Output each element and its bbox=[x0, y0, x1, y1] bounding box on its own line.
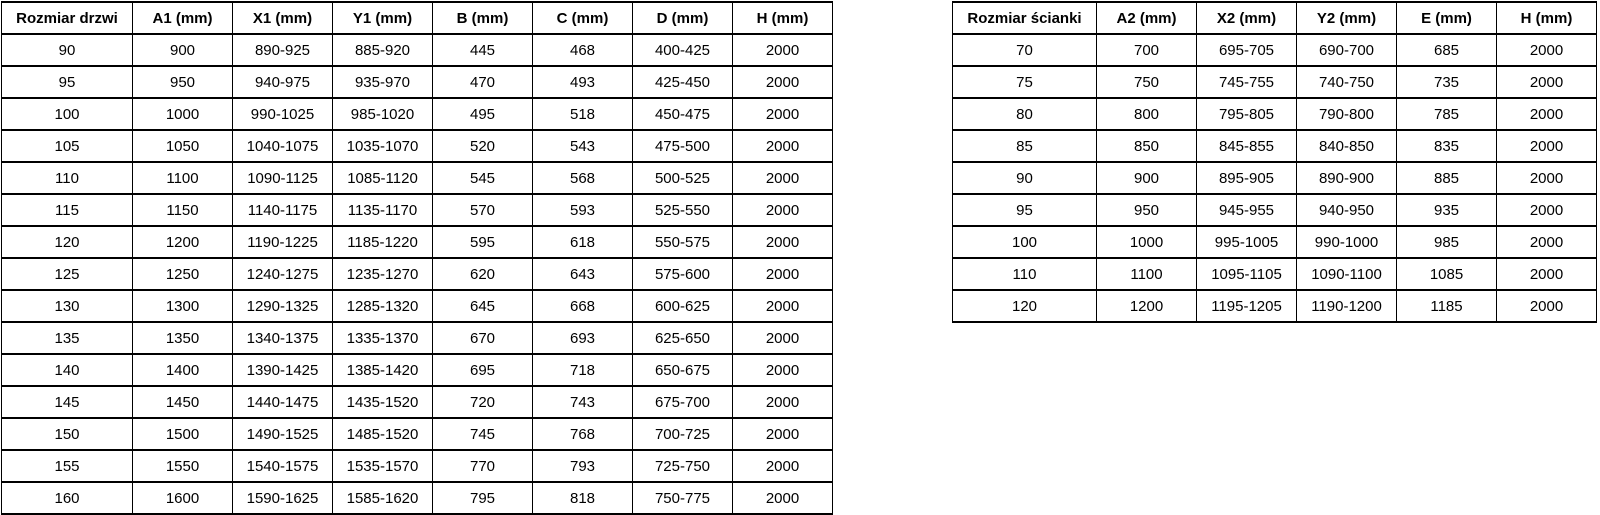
table-cell: 1100 bbox=[133, 162, 233, 194]
table-cell: 2000 bbox=[733, 290, 833, 322]
table-cell: 2000 bbox=[1497, 66, 1597, 98]
table-cell: 890-900 bbox=[1297, 162, 1397, 194]
table-cell: 795-805 bbox=[1197, 98, 1297, 130]
table-cell: 725-750 bbox=[633, 450, 733, 482]
table-cell: 595 bbox=[433, 226, 533, 258]
table-cell: 1500 bbox=[133, 418, 233, 450]
table-cell: 985-1020 bbox=[333, 98, 433, 130]
table-cell: 545 bbox=[433, 162, 533, 194]
table-cell: 900 bbox=[1097, 162, 1197, 194]
table-cell: 1340-1375 bbox=[233, 322, 333, 354]
table-row bbox=[953, 98, 1597, 130]
table-row bbox=[2, 34, 833, 66]
table-cell: 2000 bbox=[733, 66, 833, 98]
table-cell: 130 bbox=[2, 290, 133, 322]
table-row bbox=[2, 162, 833, 194]
table-cell: 1195-1205 bbox=[1197, 290, 1297, 322]
table-cell: 625-650 bbox=[633, 322, 733, 354]
table-cell: 668 bbox=[533, 290, 633, 322]
table-cell: 700 bbox=[1097, 34, 1197, 66]
column-header: H (mm) bbox=[1497, 2, 1597, 34]
table-cell: 110 bbox=[953, 258, 1097, 290]
table-cell: 1300 bbox=[133, 290, 233, 322]
table-cell: 1390-1425 bbox=[233, 354, 333, 386]
table-cell: 1550 bbox=[133, 450, 233, 482]
table-cell: 935-970 bbox=[333, 66, 433, 98]
table-cell: 495 bbox=[433, 98, 533, 130]
table-cell: 1485-1520 bbox=[333, 418, 433, 450]
table-cell: 1190-1225 bbox=[233, 226, 333, 258]
table-cell: 670 bbox=[433, 322, 533, 354]
table-cell: 2000 bbox=[733, 226, 833, 258]
table-row bbox=[953, 226, 1597, 258]
table-cell: 2000 bbox=[733, 162, 833, 194]
table-cell: 1185-1220 bbox=[333, 226, 433, 258]
table-cell: 2000 bbox=[733, 482, 833, 514]
table-cell: 105 bbox=[2, 130, 133, 162]
table-cell: 1000 bbox=[1097, 226, 1197, 258]
table-cell: 695 bbox=[433, 354, 533, 386]
table-cell: 450-475 bbox=[633, 98, 733, 130]
table-cell: 690-700 bbox=[1297, 34, 1397, 66]
column-header: H (mm) bbox=[733, 2, 833, 34]
table-cell: 695-705 bbox=[1197, 34, 1297, 66]
table-cell: 945-955 bbox=[1197, 194, 1297, 226]
table-cell: 110 bbox=[2, 162, 133, 194]
table-row bbox=[2, 450, 833, 482]
table-cell: 1035-1070 bbox=[333, 130, 433, 162]
table-cell: 620 bbox=[433, 258, 533, 290]
table-cell: 1440-1475 bbox=[233, 386, 333, 418]
table-cell: 125 bbox=[2, 258, 133, 290]
table-cell: 520 bbox=[433, 130, 533, 162]
table-cell: 2000 bbox=[1497, 130, 1597, 162]
table-cell: 618 bbox=[533, 226, 633, 258]
table-cell: 543 bbox=[533, 130, 633, 162]
table-cell: 700-725 bbox=[633, 418, 733, 450]
table-cell: 1350 bbox=[133, 322, 233, 354]
table-cell: 2000 bbox=[733, 34, 833, 66]
table-row bbox=[953, 290, 1597, 322]
column-header: B (mm) bbox=[433, 2, 533, 34]
table-cell: 885 bbox=[1397, 162, 1497, 194]
column-header: C (mm) bbox=[533, 2, 633, 34]
table-cell: 735 bbox=[1397, 66, 1497, 98]
table-cell: 1450 bbox=[133, 386, 233, 418]
table-cell: 120 bbox=[2, 226, 133, 258]
table-cell: 1095-1105 bbox=[1197, 258, 1297, 290]
table-cell: 2000 bbox=[733, 322, 833, 354]
table-cell: 990-1000 bbox=[1297, 226, 1397, 258]
table-cell: 1085 bbox=[1397, 258, 1497, 290]
table-cell: 1200 bbox=[133, 226, 233, 258]
table-cell: 445 bbox=[433, 34, 533, 66]
table-cell: 1590-1625 bbox=[233, 482, 333, 514]
table-cell: 425-450 bbox=[633, 66, 733, 98]
table-cell: 593 bbox=[533, 194, 633, 226]
table-cell: 940-950 bbox=[1297, 194, 1397, 226]
header-row bbox=[953, 2, 1597, 34]
table-cell: 768 bbox=[533, 418, 633, 450]
table-cell: 985 bbox=[1397, 226, 1497, 258]
table-cell: 600-625 bbox=[633, 290, 733, 322]
table-cell: 1100 bbox=[1097, 258, 1197, 290]
table-cell: 770 bbox=[433, 450, 533, 482]
table-cell: 100 bbox=[953, 226, 1097, 258]
table-cell: 835 bbox=[1397, 130, 1497, 162]
table-cell: 1335-1370 bbox=[333, 322, 433, 354]
table-cell: 1185 bbox=[1397, 290, 1497, 322]
table-cell: 1535-1570 bbox=[333, 450, 433, 482]
table-cell: 575-600 bbox=[633, 258, 733, 290]
table-cell: 785 bbox=[1397, 98, 1497, 130]
table-cell: 80 bbox=[953, 98, 1097, 130]
table-cell: 818 bbox=[533, 482, 633, 514]
table-cell: 990-1025 bbox=[233, 98, 333, 130]
table-row bbox=[953, 162, 1597, 194]
table-cell: 2000 bbox=[1497, 98, 1597, 130]
table-cell: 650-675 bbox=[633, 354, 733, 386]
door-sizes-table bbox=[1, 1, 833, 515]
table-cell: 2000 bbox=[1497, 258, 1597, 290]
column-header: A2 (mm) bbox=[1097, 2, 1197, 34]
table-row bbox=[953, 34, 1597, 66]
table-cell: 745-755 bbox=[1197, 66, 1297, 98]
table-row bbox=[2, 98, 833, 130]
table-cell: 1090-1100 bbox=[1297, 258, 1397, 290]
table-cell: 75 bbox=[953, 66, 1097, 98]
table-row bbox=[2, 290, 833, 322]
table-cell: 675-700 bbox=[633, 386, 733, 418]
table-cell: 475-500 bbox=[633, 130, 733, 162]
table-cell: 70 bbox=[953, 34, 1097, 66]
table-cell: 900 bbox=[133, 34, 233, 66]
table-cell: 150 bbox=[2, 418, 133, 450]
table-cell: 718 bbox=[533, 354, 633, 386]
table-row bbox=[953, 258, 1597, 290]
table-row bbox=[2, 194, 833, 226]
table-row bbox=[953, 194, 1597, 226]
column-header: X2 (mm) bbox=[1197, 2, 1297, 34]
table-cell: 743 bbox=[533, 386, 633, 418]
table-cell: 145 bbox=[2, 386, 133, 418]
column-header: Y2 (mm) bbox=[1297, 2, 1397, 34]
table-cell: 795 bbox=[433, 482, 533, 514]
table-cell: 2000 bbox=[733, 130, 833, 162]
table-cell: 1400 bbox=[133, 354, 233, 386]
table-cell: 468 bbox=[533, 34, 633, 66]
table-cell: 1540-1575 bbox=[233, 450, 333, 482]
column-header: Y1 (mm) bbox=[333, 2, 433, 34]
header-row bbox=[2, 2, 833, 34]
table-cell: 120 bbox=[953, 290, 1097, 322]
table-cell: 2000 bbox=[1497, 290, 1597, 322]
table-cell: 645 bbox=[433, 290, 533, 322]
table-row bbox=[2, 226, 833, 258]
table-cell: 100 bbox=[2, 98, 133, 130]
table-cell: 140 bbox=[2, 354, 133, 386]
table-cell: 2000 bbox=[1497, 194, 1597, 226]
table-cell: 85 bbox=[953, 130, 1097, 162]
table-cell: 2000 bbox=[1497, 162, 1597, 194]
table-cell: 568 bbox=[533, 162, 633, 194]
table-cell: 885-920 bbox=[333, 34, 433, 66]
table-cell: 1435-1520 bbox=[333, 386, 433, 418]
table-cell: 90 bbox=[2, 34, 133, 66]
column-header: Rozmiar ścianki bbox=[953, 2, 1097, 34]
column-header: X1 (mm) bbox=[233, 2, 333, 34]
table-row bbox=[2, 354, 833, 386]
table-cell: 400-425 bbox=[633, 34, 733, 66]
table-cell: 160 bbox=[2, 482, 133, 514]
table-cell: 840-850 bbox=[1297, 130, 1397, 162]
table-row bbox=[2, 322, 833, 354]
table-cell: 2000 bbox=[733, 450, 833, 482]
table-cell: 1000 bbox=[133, 98, 233, 130]
table-row bbox=[2, 386, 833, 418]
table-cell: 935 bbox=[1397, 194, 1497, 226]
table-cell: 800 bbox=[1097, 98, 1197, 130]
table-cell: 95 bbox=[2, 66, 133, 98]
table-row bbox=[2, 66, 833, 98]
table-cell: 750 bbox=[1097, 66, 1197, 98]
table-cell: 1090-1125 bbox=[233, 162, 333, 194]
table-cell: 1385-1420 bbox=[333, 354, 433, 386]
table-cell: 895-905 bbox=[1197, 162, 1297, 194]
table-cell: 845-855 bbox=[1197, 130, 1297, 162]
table-row bbox=[2, 482, 833, 514]
column-header: E (mm) bbox=[1397, 2, 1497, 34]
table-cell: 470 bbox=[433, 66, 533, 98]
table-cell: 850 bbox=[1097, 130, 1197, 162]
table-cell: 720 bbox=[433, 386, 533, 418]
table-cell: 115 bbox=[2, 194, 133, 226]
table-cell: 525-550 bbox=[633, 194, 733, 226]
table-cell: 740-750 bbox=[1297, 66, 1397, 98]
table-cell: 693 bbox=[533, 322, 633, 354]
table-cell: 745 bbox=[433, 418, 533, 450]
table-cell: 2000 bbox=[733, 354, 833, 386]
table-row bbox=[2, 418, 833, 450]
table-cell: 493 bbox=[533, 66, 633, 98]
table-cell: 135 bbox=[2, 322, 133, 354]
table-cell: 1235-1270 bbox=[333, 258, 433, 290]
table-cell: 750-775 bbox=[633, 482, 733, 514]
table-cell: 1140-1175 bbox=[233, 194, 333, 226]
table-cell: 950 bbox=[133, 66, 233, 98]
column-header: A1 (mm) bbox=[133, 2, 233, 34]
table-cell: 1200 bbox=[1097, 290, 1197, 322]
table-cell: 1135-1170 bbox=[333, 194, 433, 226]
table-cell: 793 bbox=[533, 450, 633, 482]
table-cell: 1600 bbox=[133, 482, 233, 514]
table-row bbox=[2, 258, 833, 290]
table-cell: 1285-1320 bbox=[333, 290, 433, 322]
table-cell: 155 bbox=[2, 450, 133, 482]
table-cell: 1490-1525 bbox=[233, 418, 333, 450]
table-row bbox=[953, 130, 1597, 162]
table-cell: 518 bbox=[533, 98, 633, 130]
table-cell: 2000 bbox=[733, 258, 833, 290]
table-cell: 2000 bbox=[733, 98, 833, 130]
table-cell: 2000 bbox=[733, 194, 833, 226]
column-header: D (mm) bbox=[633, 2, 733, 34]
column-header: Rozmiar drzwi bbox=[2, 2, 133, 34]
wall-sizes-table bbox=[952, 1, 1597, 323]
table-cell: 2000 bbox=[1497, 226, 1597, 258]
table-cell: 2000 bbox=[1497, 34, 1597, 66]
table-row bbox=[2, 130, 833, 162]
table-cell: 2000 bbox=[733, 418, 833, 450]
table-cell: 1290-1325 bbox=[233, 290, 333, 322]
table-cell: 890-925 bbox=[233, 34, 333, 66]
table-cell: 550-575 bbox=[633, 226, 733, 258]
table-cell: 940-975 bbox=[233, 66, 333, 98]
table-cell: 1040-1075 bbox=[233, 130, 333, 162]
table-cell: 1585-1620 bbox=[333, 482, 433, 514]
table-cell: 995-1005 bbox=[1197, 226, 1297, 258]
table-cell: 1150 bbox=[133, 194, 233, 226]
table-cell: 685 bbox=[1397, 34, 1497, 66]
table-cell: 1085-1120 bbox=[333, 162, 433, 194]
table-cell: 500-525 bbox=[633, 162, 733, 194]
table-cell: 1050 bbox=[133, 130, 233, 162]
table-cell: 95 bbox=[953, 194, 1097, 226]
table-cell: 643 bbox=[533, 258, 633, 290]
table-cell: 90 bbox=[953, 162, 1097, 194]
table-cell: 1190-1200 bbox=[1297, 290, 1397, 322]
table-cell: 1240-1275 bbox=[233, 258, 333, 290]
table-cell: 950 bbox=[1097, 194, 1197, 226]
table-cell: 2000 bbox=[733, 386, 833, 418]
table-cell: 790-800 bbox=[1297, 98, 1397, 130]
table-cell: 570 bbox=[433, 194, 533, 226]
table-row bbox=[953, 66, 1597, 98]
table-cell: 1250 bbox=[133, 258, 233, 290]
